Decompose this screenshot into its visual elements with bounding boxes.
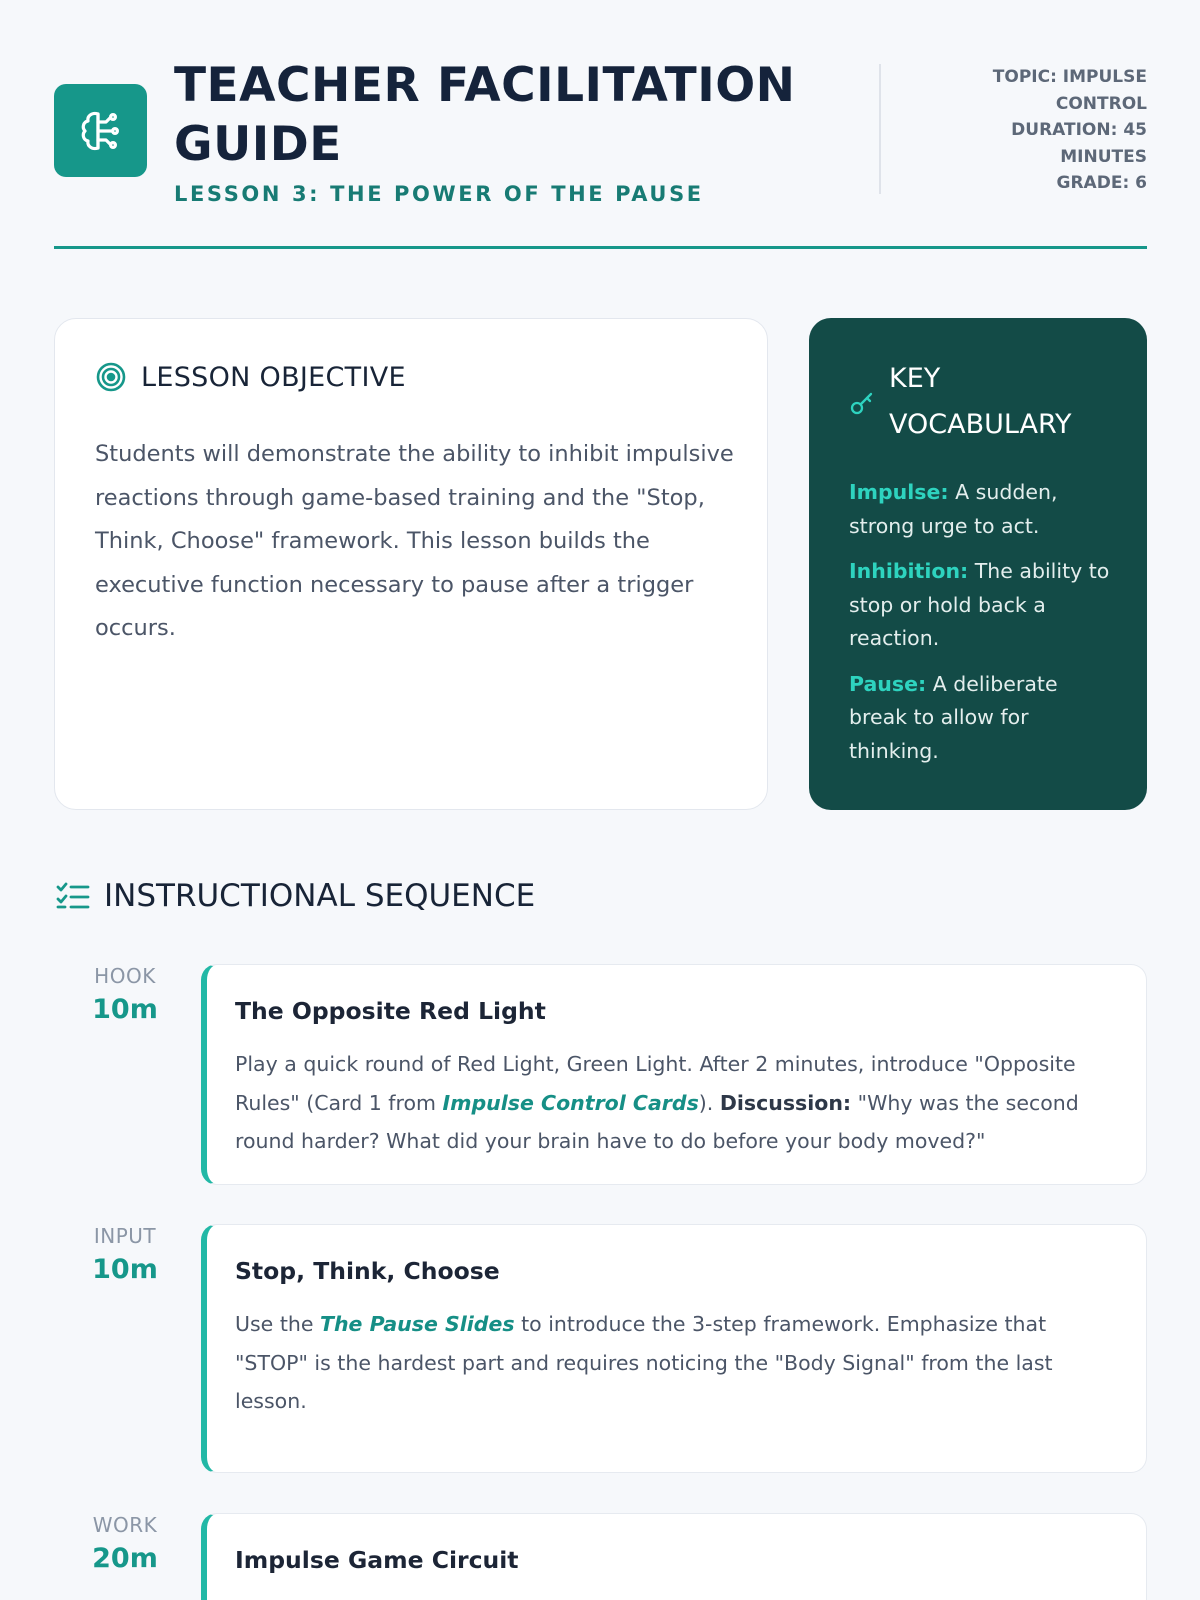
step-timing (70, 964, 180, 1025)
lesson-subtitle: LESSON 3: THE POWER OF THE PAUSE (174, 182, 704, 206)
step-title: The Opposite Red Light (235, 997, 546, 1025)
meta-duration: DURATION: 45 MINUTES (1011, 120, 1147, 167)
step-card (201, 964, 1147, 1185)
sequence-heading-row (56, 878, 535, 914)
resource-link-the-pause-slides[interactable]: The Pause Slides (319, 1312, 515, 1336)
vocabulary-list (849, 476, 1119, 780)
meta-grade: GRADE: 6 (1056, 173, 1147, 193)
objective-text: Students will demonstrate the ability to inhibit impulsive reactions through game-based training and the "Stop, Think, Choose" framework. This lesson builds the executive function necessary to pause after a trigger occurs. (95, 441, 734, 641)
sequence-step-work (54, 1513, 1147, 1600)
checklist-icon (56, 881, 90, 911)
step-title: Impulse Game Circuit (235, 1546, 519, 1574)
vocab-term: Pause: (849, 671, 927, 696)
meta-divider (879, 64, 881, 194)
step-description (235, 1305, 1115, 1421)
step-timing (70, 1513, 180, 1574)
key-icon (849, 390, 875, 416)
sequence-step-hook (54, 964, 1147, 1185)
step-duration: 10m (92, 994, 158, 1025)
vocab-item-pause (849, 668, 1119, 769)
vocab-term: Impulse: (849, 480, 949, 504)
objective-heading: LESSON OBJECTIVE (141, 361, 406, 393)
vocabulary-heading: KEY VOCABULARY (889, 363, 1072, 440)
step-text: Use the (235, 1312, 320, 1336)
header-divider (54, 246, 1147, 249)
step-text: to introduce the 3-step framework. Emphasize that "STOP" is the hardest part and requires noticing the "Body Signal" from the last lesson. (235, 1312, 1053, 1413)
meta-topic: TOPIC: IMPULSE CONTROL (992, 67, 1147, 114)
step-card (201, 1513, 1147, 1600)
sequence-step-input (54, 1224, 1147, 1473)
step-text: "Why was the second round harder? What did your brain have to do before your body moved?" (235, 1090, 1079, 1153)
logo-badge (54, 84, 147, 177)
discussion-label: Discussion: (719, 1090, 852, 1115)
vocab-definition: A deliberate break to allow for thinking. (849, 671, 1058, 763)
lesson-objective-card (54, 318, 768, 810)
step-duration: 10m (92, 1254, 158, 1285)
vocab-definition: The ability to stop or hold back a reaction. (849, 559, 1110, 650)
step-card (201, 1224, 1147, 1473)
step-title: Stop, Think, Choose (235, 1257, 500, 1285)
step-timing (70, 1224, 180, 1285)
brain-icon (76, 106, 126, 156)
page-header (54, 56, 1147, 206)
target-icon (95, 361, 127, 393)
sequence-heading: INSTRUCTIONAL SEQUENCE (104, 878, 536, 914)
vocab-definition: A sudden, strong urge to act. (849, 480, 1058, 538)
step-phase: HOOK (94, 964, 156, 988)
step-phase: INPUT (93, 1224, 157, 1248)
page-title: TEACHER FACILITATION GUIDE (174, 58, 796, 172)
vocab-item-impulse (849, 476, 1119, 543)
key-vocabulary-card (809, 318, 1147, 810)
vocab-item-inhibition (849, 555, 1119, 656)
step-text: Play a quick round of Red Light, Green Light. After 2 minutes, introduce "Opposite Rules" (Card 1 from (235, 1052, 1076, 1115)
vocab-term: Inhibition: (849, 559, 969, 583)
step-duration: 20m (92, 1543, 158, 1574)
step-description (235, 1045, 1115, 1161)
step-text: ). (698, 1090, 720, 1115)
lesson-meta (947, 64, 1147, 197)
step-phase: WORK (92, 1513, 158, 1537)
resource-link-impulse-control-cards[interactable]: Impulse Control Cards (442, 1090, 699, 1115)
